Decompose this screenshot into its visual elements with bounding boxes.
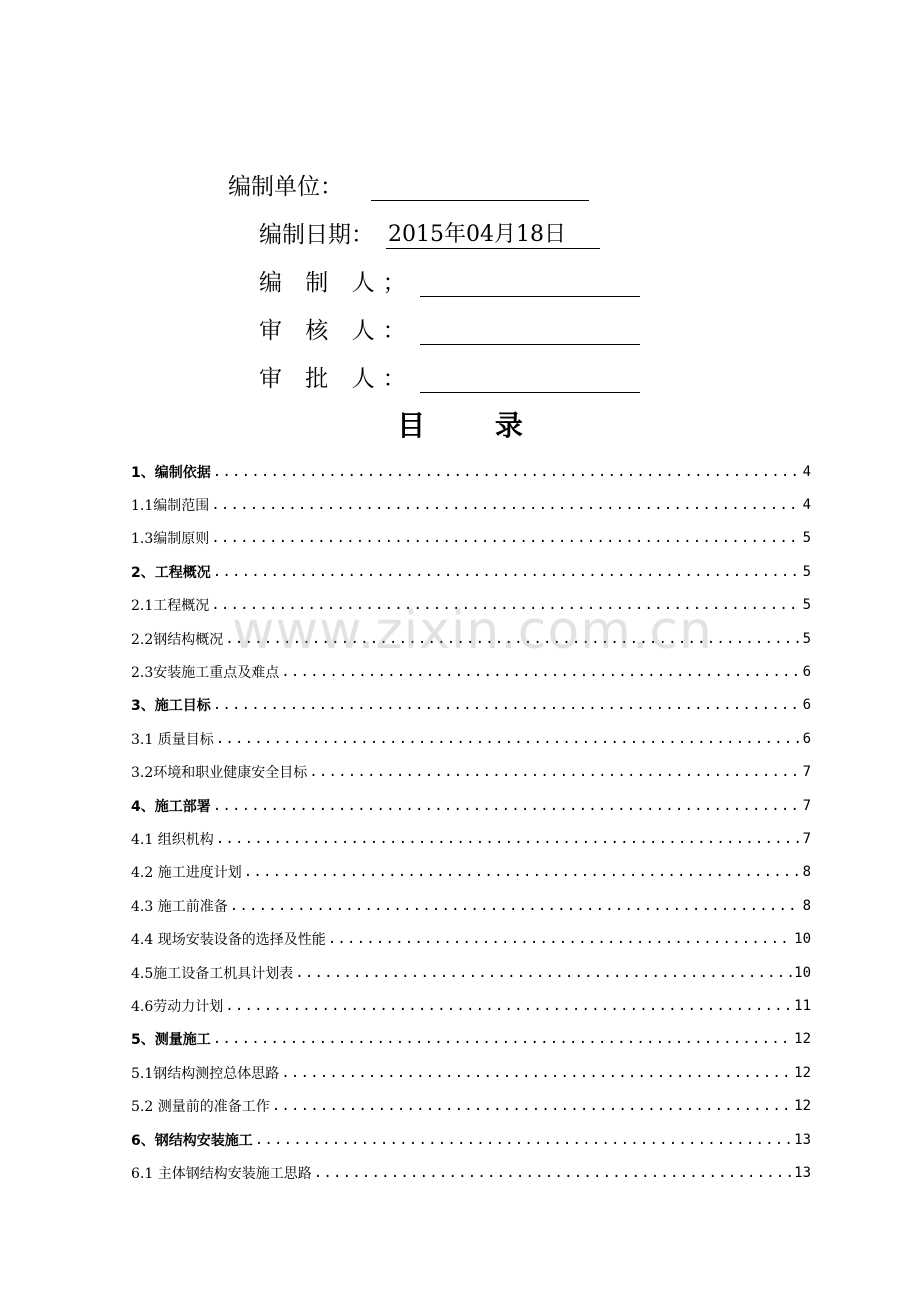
- toc-entry[interactable]: [131, 922, 811, 955]
- toc-entry[interactable]: [131, 756, 811, 789]
- reviewer-field[interactable]: [420, 318, 640, 345]
- toc-entry-label: 1、编制依据: [131, 464, 211, 481]
- toc-entry[interactable]: [131, 822, 811, 855]
- toc-entry-label: 2、工程概况: [131, 564, 211, 581]
- toc-entry[interactable]: [131, 956, 811, 989]
- toc-leader-dots: [295, 965, 792, 981]
- toc-entry-page: 5: [802, 597, 811, 614]
- toc-entry[interactable]: [131, 1056, 811, 1089]
- toc-entry[interactable]: [131, 522, 811, 555]
- date-field[interactable]: [386, 222, 600, 249]
- toc-entry-label: 3.1 质量目标: [131, 731, 214, 748]
- author-row: [259, 264, 640, 297]
- toc-entry[interactable]: [131, 555, 811, 588]
- approver-field[interactable]: [420, 366, 640, 393]
- toc-leader-dots: [211, 530, 800, 546]
- toc-leader-dots: [255, 1132, 792, 1148]
- author-label: 编 制 人；: [259, 270, 414, 296]
- toc-entry-page: 4: [802, 463, 811, 480]
- toc-leader-dots: [244, 864, 801, 880]
- toc-entry-page: 7: [802, 764, 811, 781]
- toc-title: 目 录: [397, 409, 553, 442]
- toc-entry[interactable]: [131, 1089, 811, 1122]
- unit-row: [228, 168, 589, 201]
- toc-entry-page: 12: [794, 1064, 811, 1081]
- unit-label: 编制单位：: [228, 174, 343, 200]
- toc-entry-page: 13: [794, 1131, 811, 1148]
- toc-leader-dots: [216, 831, 801, 847]
- toc-leader-dots: [211, 497, 800, 513]
- toc-entry-label: 2.3安装施工重点及难点: [131, 665, 280, 682]
- approver-label: 审 批 人：: [259, 366, 414, 392]
- toc-entry-page: 6: [802, 664, 811, 681]
- watermark: www.zixin.com.cn: [232, 601, 713, 661]
- toc-entry-label: 3.2环境和职业健康安全目标: [131, 765, 308, 782]
- toc-entry-page: 11: [794, 997, 811, 1014]
- date-value: 2015年04月18日: [388, 222, 566, 247]
- toc-entry[interactable]: [131, 856, 811, 889]
- toc-entry-label: 4、施工部署: [131, 798, 211, 815]
- toc-entry-page: 6: [802, 697, 811, 714]
- toc-entry[interactable]: [131, 722, 811, 755]
- toc-entry-page: 13: [794, 1164, 811, 1181]
- toc-entry-page: 5: [802, 630, 811, 647]
- toc-entry-page: 10: [794, 931, 811, 948]
- toc-entry-page: 4: [802, 497, 811, 514]
- reviewer-label: 审 核 人：: [259, 318, 414, 344]
- toc-entry-label: 2.2钢结构概况: [131, 631, 224, 648]
- toc-entry[interactable]: [131, 455, 811, 488]
- toc-entry[interactable]: [131, 1123, 811, 1156]
- toc-entry-page: 8: [802, 864, 811, 881]
- toc-leader-dots: [281, 664, 800, 680]
- toc-leader-dots: [272, 1098, 792, 1114]
- toc-entry-label: 6.1 主体钢结构安装施工思路: [131, 1165, 312, 1182]
- toc-entry-label: 1.1编制范围: [131, 498, 210, 515]
- toc-leader-dots: [213, 564, 801, 580]
- toc-entry-page: 12: [794, 1098, 811, 1115]
- unit-field[interactable]: [371, 174, 589, 201]
- toc-leader-dots: [216, 731, 801, 747]
- toc-entry-label: 6、钢结构安装施工: [131, 1132, 253, 1149]
- toc-entry-label: 4.3 施工前准备: [131, 898, 228, 915]
- toc-entry-page: 5: [802, 530, 811, 547]
- toc-entry-label: 5.1钢结构测控总体思路: [131, 1065, 280, 1082]
- date-row: [259, 216, 600, 249]
- toc-entry-page: 7: [802, 797, 811, 814]
- approver-row: [259, 360, 640, 393]
- toc-entry[interactable]: [131, 1156, 811, 1189]
- toc-leader-dots: [314, 1165, 792, 1181]
- toc-leader-dots: [213, 464, 801, 480]
- toc-entry-label: 4.2 施工进度计划: [131, 865, 242, 882]
- toc-entry-label: 3、施工目标: [131, 698, 211, 715]
- toc-entry-page: 10: [794, 964, 811, 981]
- toc-entry[interactable]: [131, 1023, 811, 1056]
- toc-entry[interactable]: [131, 789, 811, 822]
- toc-leader-dots: [281, 1065, 792, 1081]
- toc-entry-label: 4.5施工设备工机具计划表: [131, 965, 294, 982]
- toc-entry-label: 4.4 现场安装设备的选择及性能: [131, 932, 326, 949]
- toc-leader-dots: [328, 931, 792, 947]
- toc-entry-label: 2.1工程概况: [131, 598, 210, 615]
- toc-entry-page: 8: [802, 897, 811, 914]
- toc-entry-label: 5.2 测量前的准备工作: [131, 1099, 270, 1116]
- toc-list: [131, 455, 811, 1190]
- toc-entry-label: 1.3编制原则: [131, 531, 210, 548]
- toc-entry-label: 5、测量施工: [131, 1032, 211, 1049]
- author-field[interactable]: [420, 270, 640, 297]
- toc-leader-dots: [230, 898, 801, 914]
- toc-entry[interactable]: [131, 989, 811, 1022]
- reviewer-row: [259, 312, 640, 345]
- toc-entry-page: 5: [802, 563, 811, 580]
- toc-leader-dots: [213, 798, 801, 814]
- toc-leader-dots: [309, 764, 800, 780]
- toc-entry-label: 4.1 组织机构: [131, 831, 214, 848]
- toc-entry[interactable]: [131, 689, 811, 722]
- toc-entry-label: 4.6劳动力计划: [131, 998, 224, 1015]
- toc-entry[interactable]: [131, 889, 811, 922]
- toc-leader-dots: [225, 998, 792, 1014]
- toc-entry-page: 7: [802, 830, 811, 847]
- toc-leader-dots: [213, 697, 801, 713]
- toc-leader-dots: [213, 1031, 792, 1047]
- toc-entry-page: 6: [802, 730, 811, 747]
- toc-entry[interactable]: [131, 488, 811, 521]
- toc-entry-page: 12: [794, 1031, 811, 1048]
- date-label: 编制日期：: [259, 222, 374, 248]
